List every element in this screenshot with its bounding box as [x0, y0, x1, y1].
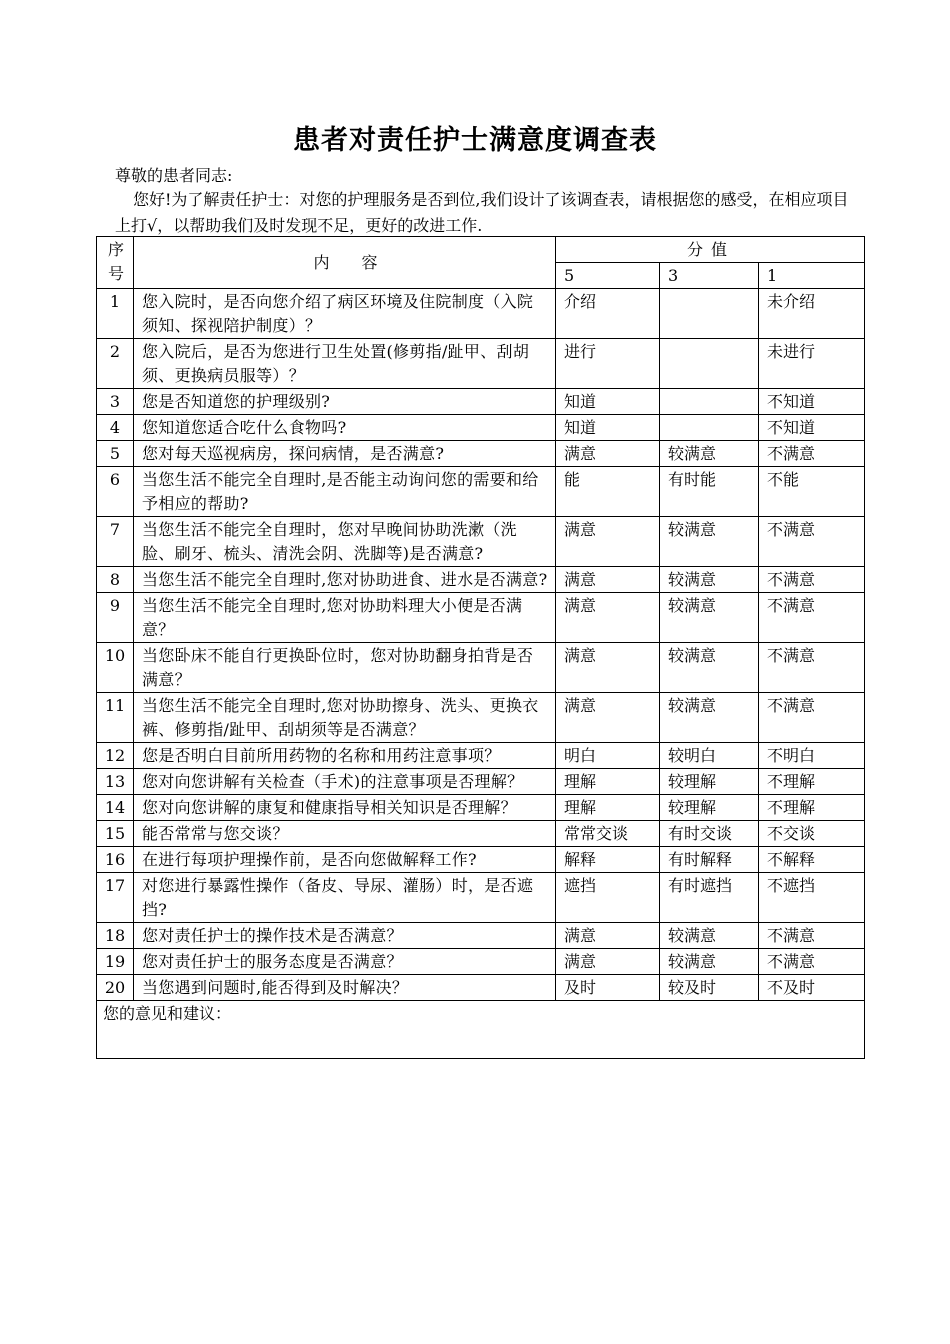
- option-score-5[interactable]: 满意: [556, 567, 660, 593]
- option-score-5[interactable]: 理解: [556, 769, 660, 795]
- option-score-3[interactable]: 较满意: [660, 517, 759, 567]
- row-question: 您对向您讲解的康复和健康指导相关知识是否理解？: [134, 795, 556, 821]
- option-score-1[interactable]: 不理解: [759, 795, 865, 821]
- option-score-1[interactable]: 不知道: [759, 415, 865, 441]
- option-score-1[interactable]: 不交谈: [759, 821, 865, 847]
- table-row: [97, 975, 865, 1001]
- option-score-5[interactable]: 解释: [556, 847, 660, 873]
- row-number: 8: [97, 567, 134, 593]
- intro-paragraph: 您好!为了解责任护士：对您的护理服务是否到位,我们设计了该调查表，请根据您的感受，在相应项目上打√，以帮助我们及时发现不足，更好的改进工作.: [115, 190, 849, 235]
- option-score-3[interactable]: [660, 339, 759, 389]
- row-question: 当您生活不能完全自理时，您对早晚间协助洗漱（洗脸、刷牙、梳头、清洗会阴、洗脚等)是否满意?: [134, 517, 556, 567]
- option-score-1[interactable]: 不满意: [759, 517, 865, 567]
- option-score-3[interactable]: 较满意: [660, 923, 759, 949]
- option-score-5[interactable]: 满意: [556, 923, 660, 949]
- option-score-1[interactable]: 不遮挡: [759, 873, 865, 923]
- table-row: [97, 821, 865, 847]
- row-question: 您对向您讲解有关检查（手术)的注意事项是否理解？: [134, 769, 556, 795]
- option-score-3[interactable]: 较满意: [660, 693, 759, 743]
- option-score-1[interactable]: 不及时: [759, 975, 865, 1001]
- row-number: 5: [97, 441, 134, 467]
- option-score-5[interactable]: 进行: [556, 339, 660, 389]
- greeting-text: 尊敬的患者同志:: [115, 166, 233, 185]
- row-question: 您知道您适合吃什么食物吗?: [134, 415, 556, 441]
- option-score-3[interactable]: 较满意: [660, 441, 759, 467]
- option-score-3[interactable]: 较满意: [660, 643, 759, 693]
- table-header-row: [97, 237, 865, 263]
- table-row: [97, 593, 865, 643]
- score-col-5: 5: [556, 263, 660, 289]
- option-score-3[interactable]: [660, 289, 759, 339]
- option-score-3[interactable]: 有时交谈: [660, 821, 759, 847]
- row-number: 12: [97, 743, 134, 769]
- row-question: 在进行每项护理操作前，是否向您做解释工作?: [134, 847, 556, 873]
- option-score-1[interactable]: 不满意: [759, 643, 865, 693]
- row-question: 您对责任护士的服务态度是否满意？: [134, 949, 556, 975]
- option-score-1[interactable]: 未进行: [759, 339, 865, 389]
- row-question: 您入院后，是否为您进行卫生处置(修剪指/趾甲、刮胡须、更换病员服等）？: [134, 339, 556, 389]
- table-row: [97, 389, 865, 415]
- table-row: [97, 567, 865, 593]
- table-row: [97, 873, 865, 923]
- survey-table-body: [97, 237, 865, 1059]
- option-score-5[interactable]: 满意: [556, 517, 660, 567]
- option-score-3[interactable]: 较满意: [660, 593, 759, 643]
- row-question: 能否常常与您交谈？: [134, 821, 556, 847]
- row-number: 19: [97, 949, 134, 975]
- option-score-5[interactable]: 满意: [556, 693, 660, 743]
- row-question: 当您生活不能完全自理时,您对协助料理大小便是否满意？: [134, 593, 556, 643]
- table-row: [97, 923, 865, 949]
- option-score-1[interactable]: 不能: [759, 467, 865, 517]
- seq-header-line1: 序: [107, 240, 124, 259]
- row-question: 当您遇到问题时,能否得到及时解决？: [134, 975, 556, 1001]
- option-score-1[interactable]: 不满意: [759, 441, 865, 467]
- row-question: 当您生活不能完全自理时,您对协助进食、进水是否满意?: [134, 567, 556, 593]
- option-score-1[interactable]: 不解释: [759, 847, 865, 873]
- table-row: [97, 847, 865, 873]
- row-question: 您对责任护士的操作技术是否满意？: [134, 923, 556, 949]
- row-question: 当您生活不能完全自理时,您对协助擦身、洗头、更换衣裤、修剪指/趾甲、刮胡须等是否满意？: [134, 693, 556, 743]
- option-score-3[interactable]: 有时解释: [660, 847, 759, 873]
- option-score-5[interactable]: 遮挡: [556, 873, 660, 923]
- option-score-5[interactable]: 常常交谈: [556, 821, 660, 847]
- row-question: 您入院时，是否向您介绍了病区环境及住院制度（入院须知、探视陪护制度）？: [134, 289, 556, 339]
- row-question: 当您卧床不能自行更换卧位时，您对协助翻身拍背是否满意？: [134, 643, 556, 693]
- row-number: 10: [97, 643, 134, 693]
- row-number: 11: [97, 693, 134, 743]
- row-number: 7: [97, 517, 134, 567]
- row-question: 对您进行暴露性操作（备皮、导尿、灌肠）时，是否遮挡?: [134, 873, 556, 923]
- row-number: 2: [97, 339, 134, 389]
- option-score-5[interactable]: 满意: [556, 593, 660, 643]
- row-question: 您对每天巡视病房，探问病情，是否满意?: [134, 441, 556, 467]
- option-score-3[interactable]: 较满意: [660, 949, 759, 975]
- option-score-3[interactable]: 较明白: [660, 743, 759, 769]
- option-score-1[interactable]: 未介绍: [759, 289, 865, 339]
- row-question: 当您生活不能完全自理时,是否能主动询问您的需要和给予相应的帮助?: [134, 467, 556, 517]
- option-score-5[interactable]: 知道: [556, 415, 660, 441]
- option-score-3[interactable]: 较及时: [660, 975, 759, 1001]
- row-number: 9: [97, 593, 134, 643]
- option-score-1[interactable]: 不满意: [759, 567, 865, 593]
- row-number: 15: [97, 821, 134, 847]
- table-row: [97, 643, 865, 693]
- row-number: 1: [97, 289, 134, 339]
- row-question: 您是否知道您的护理级别?: [134, 389, 556, 415]
- table-row: [97, 517, 865, 567]
- table-row: [97, 467, 865, 517]
- table-row: [97, 693, 865, 743]
- option-score-5[interactable]: 及时: [556, 975, 660, 1001]
- option-score-5[interactable]: 能: [556, 467, 660, 517]
- option-score-1[interactable]: 不知道: [759, 389, 865, 415]
- option-score-5[interactable]: 满意: [556, 441, 660, 467]
- row-number: 18: [97, 923, 134, 949]
- page-title: 患者对责任护士满意度调查表: [293, 125, 657, 156]
- option-score-1[interactable]: 不满意: [759, 949, 865, 975]
- row-number: 20: [97, 975, 134, 1001]
- row-number: 17: [97, 873, 134, 923]
- option-score-5[interactable]: 知道: [556, 389, 660, 415]
- table-row: [97, 769, 865, 795]
- row-number: 4: [97, 415, 134, 441]
- option-score-1[interactable]: 不理解: [759, 769, 865, 795]
- option-score-5[interactable]: 介绍: [556, 289, 660, 339]
- option-score-5[interactable]: 理解: [556, 795, 660, 821]
- seq-header: [97, 237, 134, 289]
- seq-header-line2: 号: [107, 264, 124, 283]
- table-row: [97, 339, 865, 389]
- option-score-1[interactable]: 不明白: [759, 743, 865, 769]
- option-score-3[interactable]: 较理解: [660, 795, 759, 821]
- option-score-3[interactable]: 较满意: [660, 567, 759, 593]
- row-number: 6: [97, 467, 134, 517]
- table-row: [97, 795, 865, 821]
- table-row: [97, 949, 865, 975]
- score-col-3: 3: [660, 263, 759, 289]
- row-number: 3: [97, 389, 134, 415]
- feedback-field[interactable]: 您的意见和建议：: [97, 1001, 865, 1059]
- score-col-1: 1: [759, 263, 865, 289]
- row-number: 13: [97, 769, 134, 795]
- option-score-5[interactable]: 满意: [556, 643, 660, 693]
- survey-table: [96, 236, 865, 1059]
- option-score-3[interactable]: 有时能: [660, 467, 759, 517]
- option-score-3[interactable]: 有时遮挡: [660, 873, 759, 923]
- content-header: 内 容: [134, 237, 556, 289]
- option-score-3[interactable]: 较理解: [660, 769, 759, 795]
- option-score-1[interactable]: 不满意: [759, 923, 865, 949]
- feedback-row: [97, 1001, 865, 1059]
- row-number: 14: [97, 795, 134, 821]
- option-score-1[interactable]: 不满意: [759, 693, 865, 743]
- table-row: [97, 743, 865, 769]
- table-row: [97, 441, 865, 467]
- option-score-1[interactable]: 不满意: [759, 593, 865, 643]
- row-number: 16: [97, 847, 134, 873]
- option-score-3[interactable]: [660, 389, 759, 415]
- option-score-3[interactable]: [660, 415, 759, 441]
- score-header: 分值: [556, 237, 865, 263]
- table-row: [97, 289, 865, 339]
- table-row: [97, 415, 865, 441]
- row-question: 您是否明白目前所用药物的名称和用药注意事项？: [134, 743, 556, 769]
- option-score-5[interactable]: 明白: [556, 743, 660, 769]
- option-score-5[interactable]: 满意: [556, 949, 660, 975]
